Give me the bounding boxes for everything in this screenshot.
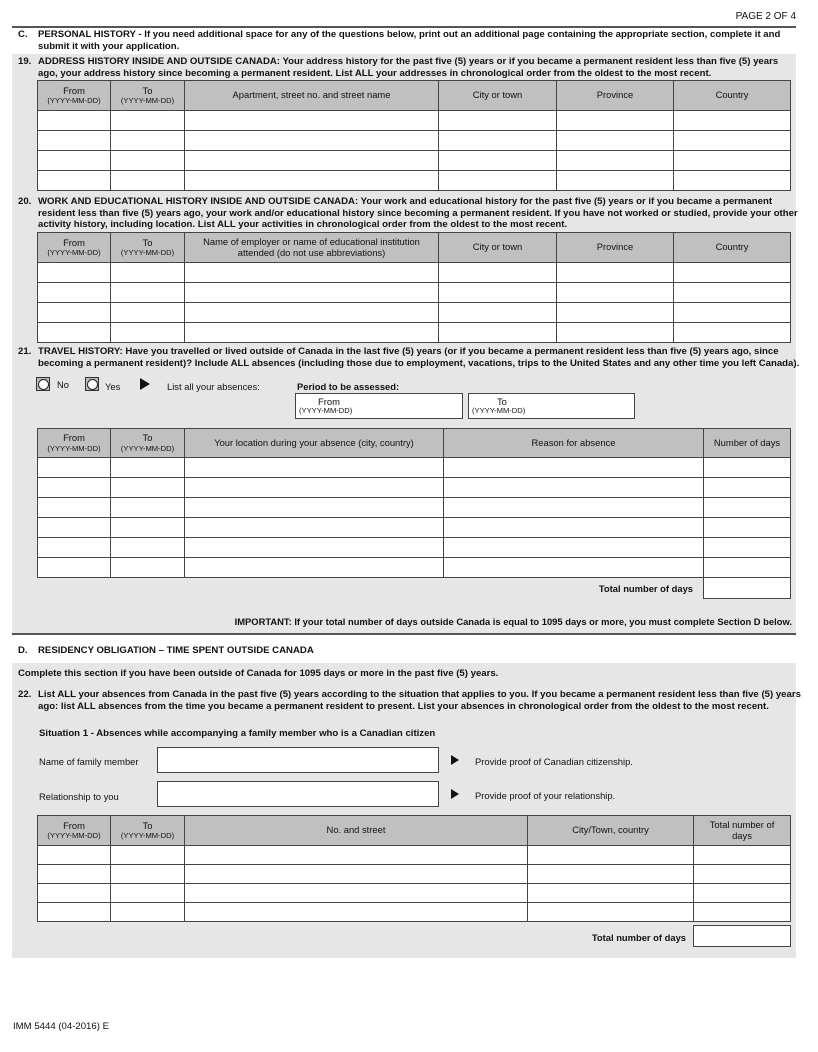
location-cell[interactable] — [185, 538, 444, 558]
country-cell[interactable] — [674, 323, 791, 343]
col-total-days: Total number of days — [694, 816, 791, 846]
work-education-table — [37, 232, 791, 343]
location-cell[interactable] — [185, 498, 444, 518]
col-from: From (YYYY-MM-DD) — [38, 81, 111, 111]
col-days: Number of days — [704, 429, 791, 458]
street-cell[interactable] — [185, 111, 439, 131]
location-cell[interactable] — [185, 458, 444, 478]
from-cell[interactable] — [38, 303, 111, 323]
from-cell[interactable] — [38, 263, 111, 283]
col-to: To (YYYY-MM-DD) — [111, 233, 185, 263]
employer-cell[interactable] — [185, 263, 439, 283]
to-cell[interactable] — [111, 903, 185, 922]
reason-cell[interactable] — [444, 558, 704, 578]
province-cell[interactable] — [557, 131, 674, 151]
from-cell[interactable] — [38, 903, 111, 922]
col-location: Your location during your absence (city, country) — [185, 429, 444, 458]
employer-cell[interactable] — [185, 303, 439, 323]
street-cell[interactable] — [185, 846, 528, 865]
table-row — [38, 478, 791, 498]
table-row — [38, 323, 791, 343]
section-c-header — [12, 28, 796, 54]
radio-no[interactable] — [36, 377, 50, 391]
from-cell[interactable] — [38, 131, 111, 151]
city-country-cell[interactable] — [528, 884, 694, 903]
days-cell[interactable] — [704, 498, 791, 518]
table-row — [38, 283, 791, 303]
important-note: IMPORTANT: If your total number of days outside Canada is equal to 1095 days or more, you must complete Section D below. — [234, 616, 792, 627]
from-cell[interactable] — [38, 498, 111, 518]
days-cell[interactable] — [694, 884, 791, 903]
q19-text-line2: ago, your address history since becoming a permanent resident. List ALL your addresses in chronological order from the oldest to the most recent. — [38, 67, 712, 79]
col-to: To (YYYY-MM-DD) — [111, 816, 185, 846]
question-number: 22. — [18, 689, 32, 700]
radio-yes-label: Yes — [105, 381, 121, 392]
from-cell[interactable] — [38, 884, 111, 903]
to-cell[interactable] — [111, 884, 185, 903]
table-row — [38, 458, 791, 478]
province-cell[interactable] — [557, 323, 674, 343]
col-from: From (YYYY-MM-DD) — [38, 429, 111, 458]
col-city: City or town — [439, 81, 557, 111]
col-to: To (YYYY-MM-DD) — [111, 429, 185, 458]
arrow-right-icon — [140, 378, 150, 390]
to-cell[interactable] — [111, 323, 185, 343]
section-d-intro: Complete this section if you have been outside of Canada for 1095 days or more in the past five (5) years. — [18, 668, 499, 679]
days-cell[interactable] — [694, 903, 791, 922]
table-row — [38, 903, 791, 922]
col-street: Apartment, street no. and street name — [185, 81, 439, 111]
address-history-table — [37, 80, 791, 191]
reason-cell[interactable] — [444, 538, 704, 558]
question-number: 21. — [18, 346, 32, 357]
reason-cell[interactable] — [444, 458, 704, 478]
table-row — [38, 151, 791, 171]
table-row — [38, 846, 791, 865]
relationship-note: Provide proof of your relationship. — [475, 790, 616, 801]
days-cell[interactable] — [704, 558, 791, 578]
situation-1-absences-table — [37, 815, 791, 922]
q22-total-days-field[interactable] — [693, 925, 791, 947]
from-cell[interactable] — [38, 478, 111, 498]
city-cell[interactable] — [439, 303, 557, 323]
country-cell[interactable] — [674, 171, 791, 191]
from-cell[interactable] — [38, 458, 111, 478]
from-cell[interactable] — [38, 283, 111, 303]
table-row — [38, 498, 791, 518]
reason-cell[interactable] — [444, 478, 704, 498]
to-cell[interactable] — [111, 131, 185, 151]
table-row — [38, 303, 791, 323]
to-cell[interactable] — [111, 558, 185, 578]
table-header-row — [38, 81, 791, 111]
relationship-input[interactable] — [157, 781, 439, 807]
street-cell[interactable] — [185, 865, 528, 884]
q20-text-line3: activity history, including location. List ALL your activities in chronological order from the oldest to the most recent. — [38, 219, 568, 230]
q20-text-line2: resident less than five (5) years ago, your work and/or educational history since becoming a permanent resident. If you have not worked or studied, provide your other — [38, 207, 798, 219]
q21-total-days-field[interactable] — [703, 577, 791, 599]
from-cell[interactable] — [38, 558, 111, 578]
q22-text-line1: List ALL your absences from Canada in the past five (5) years according to the situation that applies to you. If you became a permanent resident less than five (5) years — [38, 689, 801, 700]
section-letter: D. — [18, 645, 28, 656]
city-cell[interactable] — [439, 111, 557, 131]
from-cell[interactable] — [38, 846, 111, 865]
table-row — [38, 263, 791, 283]
family-member-label: Name of family member — [39, 756, 139, 767]
form-id: IMM 5444 (04-2016) E — [13, 1021, 109, 1032]
table-row — [38, 131, 791, 151]
table-row — [38, 884, 791, 903]
days-cell[interactable] — [704, 518, 791, 538]
question-number: 19. — [18, 56, 32, 67]
relationship-label: Relationship to you — [39, 791, 119, 802]
city-cell[interactable] — [439, 283, 557, 303]
to-cell[interactable] — [111, 171, 185, 191]
street-cell[interactable] — [185, 131, 439, 151]
q20-text-line1: WORK AND EDUCATIONAL HISTORY INSIDE AND OUTSIDE CANADA: Your work and educational history for the past five (5) years or if you became a permanent — [38, 196, 773, 207]
reason-cell[interactable] — [444, 518, 704, 538]
q21-text-line2: becoming a permanent resident)? Include ALL absences (including those due to employment, vacations, trips to the United States and any other time you left Canada). — [38, 357, 800, 369]
province-cell[interactable] — [557, 283, 674, 303]
from-cell[interactable] — [38, 171, 111, 191]
province-cell[interactable] — [557, 263, 674, 283]
from-cell[interactable] — [38, 865, 111, 884]
col-reason: Reason for absence — [444, 429, 704, 458]
street-cell[interactable] — [185, 151, 439, 171]
street-cell[interactable] — [185, 903, 528, 922]
radio-yes[interactable] — [85, 377, 99, 391]
col-employer: Name of employer or name of educational institution attended (do not use abbreviations) — [185, 233, 439, 263]
province-cell[interactable] — [557, 151, 674, 171]
period-from-format: (YYYY-MM-DD) — [299, 406, 353, 415]
city-country-cell[interactable] — [528, 865, 694, 884]
q21-total-label: Total number of days — [598, 583, 693, 594]
page-number: PAGE 2 OF 4 — [735, 11, 796, 22]
col-to: To (YYYY-MM-DD) — [111, 81, 185, 111]
city-country-cell[interactable] — [528, 846, 694, 865]
col-from: From (YYYY-MM-DD) — [38, 816, 111, 846]
to-cell[interactable] — [111, 458, 185, 478]
country-cell[interactable] — [674, 263, 791, 283]
country-cell[interactable] — [674, 111, 791, 131]
country-cell[interactable] — [674, 151, 791, 171]
to-cell[interactable] — [111, 518, 185, 538]
table-row — [38, 171, 791, 191]
to-cell[interactable] — [111, 478, 185, 498]
period-from-label: From — [318, 396, 340, 407]
province-cell[interactable] — [557, 303, 674, 323]
city-cell[interactable] — [439, 323, 557, 343]
col-country: Country — [674, 81, 791, 111]
to-cell[interactable] — [111, 498, 185, 518]
street-cell[interactable] — [185, 171, 439, 191]
from-cell[interactable] — [38, 323, 111, 343]
employer-cell[interactable] — [185, 283, 439, 303]
employer-cell[interactable] — [185, 323, 439, 343]
city-cell[interactable] — [439, 263, 557, 283]
col-city: City or town — [439, 233, 557, 263]
to-cell[interactable] — [111, 151, 185, 171]
to-cell[interactable] — [111, 846, 185, 865]
period-label: Period to be assessed: — [297, 381, 400, 392]
location-cell[interactable] — [185, 558, 444, 578]
travel-history-table — [37, 428, 791, 578]
to-cell[interactable] — [111, 263, 185, 283]
col-province: Province — [557, 233, 674, 263]
radio-circle-icon — [38, 379, 49, 390]
city-cell[interactable] — [439, 151, 557, 171]
table-header-row — [38, 429, 791, 458]
section-title: RESIDENCY OBLIGATION – TIME SPENT OUTSIDE CANADA — [38, 645, 314, 656]
col-country: Country — [674, 233, 791, 263]
city-cell[interactable] — [439, 131, 557, 151]
country-cell[interactable] — [674, 283, 791, 303]
q19-text-line1: ADDRESS HISTORY INSIDE AND OUTSIDE CANADA: Your address history for the past five (5) years or if you became a permanent resident less than five (5) years — [38, 56, 779, 67]
days-cell[interactable] — [704, 538, 791, 558]
question-number: 20. — [18, 196, 32, 207]
period-to-field[interactable] — [468, 393, 635, 419]
from-cell[interactable] — [38, 151, 111, 171]
family-member-input[interactable] — [157, 747, 439, 773]
city-country-cell[interactable] — [528, 903, 694, 922]
section-letter: C. — [18, 29, 28, 40]
province-cell[interactable] — [557, 171, 674, 191]
section-title: PERSONAL HISTORY — [38, 29, 136, 40]
col-street: No. and street — [185, 816, 528, 846]
radio-no-label: No — [57, 379, 69, 390]
from-cell[interactable] — [38, 111, 111, 131]
table-header-row — [38, 816, 791, 846]
from-cell[interactable] — [38, 538, 111, 558]
location-cell[interactable] — [185, 518, 444, 538]
to-cell[interactable] — [111, 865, 185, 884]
province-cell[interactable] — [557, 111, 674, 131]
table-row — [38, 558, 791, 578]
table-row — [38, 111, 791, 131]
arrow-right-icon — [451, 755, 459, 765]
col-province: Province — [557, 81, 674, 111]
period-to-format: (YYYY-MM-DD) — [472, 406, 526, 415]
section-d-header — [12, 635, 796, 663]
situation-1-title: Situation 1 - Absences while accompanying a family member who is a Canadian citizen — [39, 728, 436, 739]
street-cell[interactable] — [185, 884, 528, 903]
list-absences-label: List all your absences: — [167, 381, 260, 392]
table-row — [38, 538, 791, 558]
country-cell[interactable] — [674, 303, 791, 323]
radio-circle-icon — [87, 379, 98, 390]
city-cell[interactable] — [439, 171, 557, 191]
col-city-country: City/Town, country — [528, 816, 694, 846]
to-cell[interactable] — [111, 283, 185, 303]
period-to-label: To — [497, 396, 507, 407]
location-cell[interactable] — [185, 478, 444, 498]
family-member-note: Provide proof of Canadian citizenship. — [475, 756, 633, 767]
days-cell[interactable] — [694, 846, 791, 865]
to-cell[interactable] — [111, 538, 185, 558]
table-header-row — [38, 233, 791, 263]
arrow-right-icon — [451, 789, 459, 799]
days-cell[interactable] — [704, 478, 791, 498]
q21-text-line1: TRAVEL HISTORY: Have you travelled or lived outside of Canada in the last five (5) years (or if you became a permanent resident less than five (5) years ago, since — [38, 346, 779, 357]
days-cell[interactable] — [704, 458, 791, 478]
col-from: From (YYYY-MM-DD) — [38, 233, 111, 263]
days-cell[interactable] — [694, 865, 791, 884]
section-intro: - If you need additional space for any of the questions below, print out an additional page containing the appropriate section, complete it and submit it with your application. — [38, 29, 781, 52]
reason-cell[interactable] — [444, 498, 704, 518]
table-row — [38, 865, 791, 884]
q22-text-line2: ago: list ALL absences from the time you became a permanent resident to present. List your absences in chronological order from the oldest to the most recent. — [38, 700, 769, 712]
from-cell[interactable] — [38, 518, 111, 538]
country-cell[interactable] — [674, 131, 791, 151]
to-cell[interactable] — [111, 111, 185, 131]
q22-total-label: Total number of days — [591, 932, 686, 943]
table-row — [38, 518, 791, 538]
to-cell[interactable] — [111, 303, 185, 323]
period-from-field[interactable] — [295, 393, 463, 419]
